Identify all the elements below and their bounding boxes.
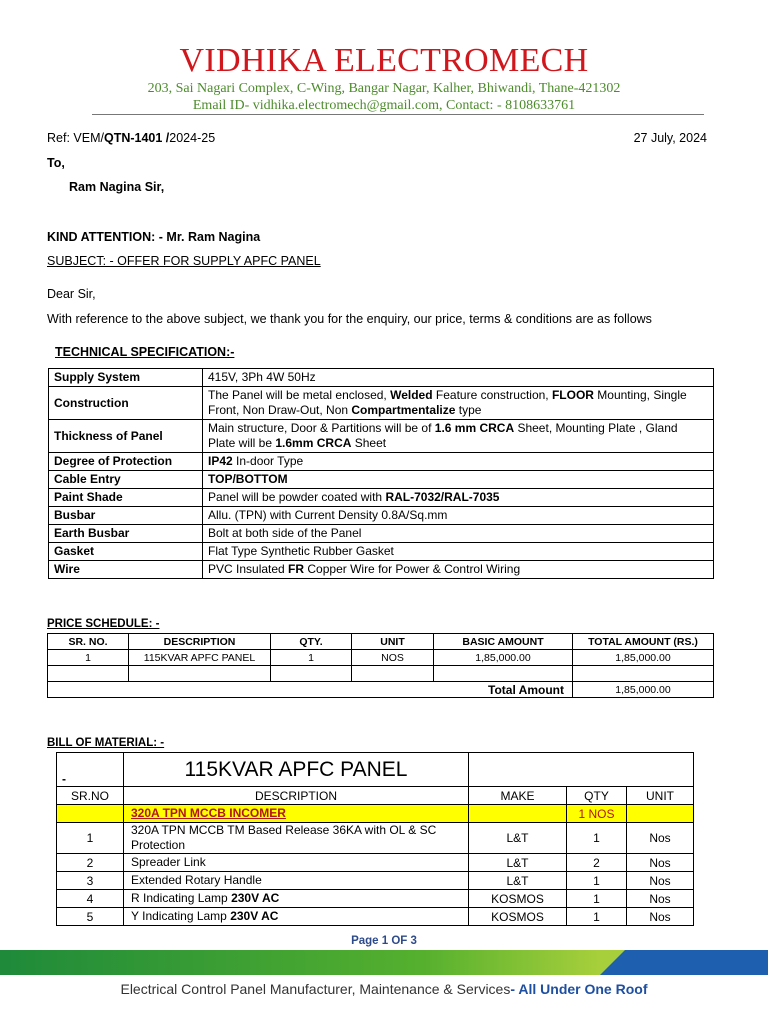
text-run: Panel will be powder coated with: [208, 490, 386, 504]
bom-row: [57, 854, 694, 872]
price-col-qty: QTY.: [271, 634, 352, 650]
spec-row: [49, 489, 714, 507]
bom-highlight-row: [57, 805, 694, 823]
spec-row: [49, 387, 714, 420]
spec-value: [203, 525, 714, 543]
text-run: 230V AC: [231, 891, 280, 905]
bom-row: [57, 890, 694, 908]
text-run: Bolt at both side of the Panel: [208, 526, 362, 540]
bom-unit-cell: Nos: [627, 854, 694, 872]
spec-value: [203, 387, 714, 420]
spec-key: Earth Busbar: [49, 525, 203, 543]
empty-cell: [48, 666, 129, 682]
bom-desc-cell: [124, 872, 469, 890]
text-run: Extended Rotary Handle: [131, 873, 262, 887]
spec-value: [203, 561, 714, 579]
text-run: R Indicating Lamp: [131, 891, 232, 905]
spec-value: [203, 489, 714, 507]
price-cell: 1,85,000.00: [434, 650, 573, 666]
bom-title-row: [57, 753, 694, 787]
spec-key: Degree of Protection: [49, 453, 203, 471]
text-run: Welded: [390, 388, 433, 402]
bom-make-cell: L&T: [469, 823, 567, 854]
spec-row: [49, 420, 714, 453]
empty-cell: [573, 666, 714, 682]
bom-col-make: MAKE: [469, 787, 567, 805]
text-run: FLOOR: [551, 388, 594, 402]
text-run: Sheet, Mounting Plate , Gland Plate will be: [208, 421, 678, 450]
text-run: Flat Type Synthetic Rubber Gasket: [208, 544, 394, 558]
bom-heading: BILL OF MATERIAL: -: [47, 737, 165, 749]
text-run: Mounting, Single Front, Non Draw-Out, Non: [208, 388, 687, 417]
text-run: RAL-7032/RAL-7035: [385, 490, 500, 504]
bom-title-blank: [469, 753, 694, 787]
technical-spec-table: [48, 368, 714, 579]
company-address: 203, Sai Nagari Complex, C-Wing, Bangar Nagar, Kalher, Bhiwandi, Thane-421302: [147, 81, 621, 96]
price-col-total-amount: TOTAL AMOUNT (RS.): [573, 634, 714, 650]
spec-key: Gasket: [49, 543, 203, 561]
kind-attention: KIND ATTENTION: - Mr. Ram Nagina: [47, 230, 261, 244]
spec-value: [203, 543, 714, 561]
bom-sr-cell: 5: [57, 908, 124, 926]
salutation: Dear Sir,: [47, 287, 96, 301]
empty-cell: [469, 805, 567, 823]
bom-make-cell: L&T: [469, 854, 567, 872]
spec-value: [203, 420, 714, 453]
letter-date: 27 July, 2024: [633, 131, 707, 145]
empty-cell: [57, 805, 124, 823]
text-run: 1.6mm CRCA: [275, 436, 352, 450]
spec-row: [49, 453, 714, 471]
spec-key: Paint Shade: [49, 489, 203, 507]
price-row: [48, 650, 714, 666]
bom-unit-cell: Nos: [627, 890, 694, 908]
spec-row: [49, 561, 714, 579]
bom-sr-cell: 4: [57, 890, 124, 908]
empty-cell: [352, 666, 434, 682]
price-col-unit: UNIT: [352, 634, 434, 650]
spec-row: [49, 543, 714, 561]
text-run: Sheet: [351, 436, 387, 450]
price-cell: 1: [271, 650, 352, 666]
bom-qty-cell: 1: [567, 908, 627, 926]
price-cell: 1: [48, 650, 129, 666]
spec-value: [203, 507, 714, 525]
to-label: To,: [47, 156, 65, 170]
bill-of-material-table: [56, 752, 694, 926]
price-heading: PRICE SCHEDULE: -: [47, 618, 160, 630]
bom-make-cell: KOSMOS: [469, 890, 567, 908]
bom-col-qty: QTY: [567, 787, 627, 805]
intro-paragraph: With reference to the above subject, we thank you for the enquiry, our price, terms & conditions are as follows: [47, 312, 652, 326]
price-schedule-table: [47, 633, 714, 698]
spec-row: [49, 507, 714, 525]
empty-cell: [434, 666, 573, 682]
empty-cell: [627, 805, 694, 823]
text-run: The Panel will be metal enclosed,: [208, 388, 391, 402]
spec-row: [49, 525, 714, 543]
bom-row: [57, 908, 694, 926]
bom-col-description: DESCRIPTION: [124, 787, 469, 805]
bom-highlight-qty: 1 NOS: [567, 805, 627, 823]
price-cell: NOS: [352, 650, 434, 666]
page-number: Page 1 OF 3: [351, 935, 417, 947]
text-run: 415V, 3Ph 4W 50Hz: [208, 370, 316, 384]
subject-line: SUBJECT: - OFFER FOR SUPPLY APFC PANEL: [47, 254, 321, 268]
price-col-sr: SR. NO.: [48, 634, 129, 650]
text-run: 230V AC: [230, 909, 279, 923]
bom-desc-cell: [124, 908, 469, 926]
price-col-basic-amount: BASIC AMOUNT: [434, 634, 573, 650]
bom-corner-mark: -: [57, 753, 124, 787]
price-col-description: DESCRIPTION: [129, 634, 271, 650]
spec-key: Cable Entry: [49, 471, 203, 489]
text-run: 320A TPN MCCB TM Based Release 36KA with OL & SC Protection: [131, 823, 437, 852]
empty-cell: [271, 666, 352, 682]
footer-tagline: Electrical Control Panel Manufacturer, Maintenance & Services- All Under One Roof: [120, 981, 648, 997]
price-header-row: [48, 634, 714, 650]
text-run: Y Indicating Lamp: [131, 909, 231, 923]
bom-highlight-desc: 320A TPN MCCB INCOMER: [124, 805, 469, 823]
spec-key: Supply System: [49, 369, 203, 387]
text-run: Compartmentalize: [351, 403, 456, 417]
spec-value: [203, 471, 714, 489]
spec-row: [49, 471, 714, 489]
total-amount-value: 1,85,000.00: [573, 682, 714, 698]
text-run: Main structure, Door & Partitions will be of: [208, 421, 435, 435]
spec-key: Wire: [49, 561, 203, 579]
company-name: VIDHIKA ELECTROMECH: [179, 42, 589, 79]
spec-value: [203, 369, 714, 387]
spec-row: [49, 369, 714, 387]
spec-heading: TECHNICAL SPECIFICATION:-: [55, 345, 235, 359]
bom-row: [57, 872, 694, 890]
bom-unit-cell: Nos: [627, 908, 694, 926]
company-contact: Email ID- vidhika.electromech@gmail.com, Contact: - 8108633761: [192, 98, 576, 113]
bom-desc-cell: [124, 890, 469, 908]
bom-row: [57, 823, 694, 854]
spec-key: Construction: [49, 387, 203, 420]
text-run: Allu. (TPN) with Current Density 0.8A/Sq.mm: [208, 508, 448, 522]
bom-unit-cell: Nos: [627, 823, 694, 854]
text-run: Copper Wire for Power & Control Wiring: [304, 562, 521, 576]
bom-desc-cell: [124, 854, 469, 872]
recipient-name: Ram Nagina Sir,: [69, 180, 165, 194]
empty-cell: [129, 666, 271, 682]
text-run: Feature construction,: [432, 388, 552, 402]
text-run: FR: [288, 562, 305, 576]
text-run: In-door Type: [232, 454, 304, 468]
bom-make-cell: KOSMOS: [469, 908, 567, 926]
bom-sr-cell: 1: [57, 823, 124, 854]
total-amount-label: Total Amount: [48, 682, 573, 698]
footer-color-band: [0, 950, 768, 975]
text-run: PVC Insulated: [208, 562, 289, 576]
price-cell: 1,85,000.00: [573, 650, 714, 666]
bom-qty-cell: 2: [567, 854, 627, 872]
bom-sr-cell: 3: [57, 872, 124, 890]
text-run: type: [455, 403, 482, 417]
bom-panel-title: 115KVAR APFC PANEL: [124, 753, 469, 787]
text-run: TOP/BOTTOM: [208, 472, 288, 486]
bom-make-cell: L&T: [469, 872, 567, 890]
bom-desc-cell: [124, 823, 469, 854]
spec-key: Busbar: [49, 507, 203, 525]
bom-header-row: [57, 787, 694, 805]
spec-key: Thickness of Panel: [49, 420, 203, 453]
price-cell: 115KVAR APFC PANEL: [129, 650, 271, 666]
bom-col-unit: UNIT: [627, 787, 694, 805]
bom-qty-cell: 1: [567, 890, 627, 908]
bom-sr-cell: 2: [57, 854, 124, 872]
bom-qty-cell: 1: [567, 872, 627, 890]
bom-qty-cell: 1: [567, 823, 627, 854]
text-run: Spreader Link: [131, 855, 206, 869]
text-run: 1.6 mm CRCA: [434, 421, 515, 435]
header-divider: [92, 114, 704, 115]
reference-number: Ref: VEM/QTN-1401 /2024-25: [47, 131, 216, 145]
spec-value: [203, 453, 714, 471]
bom-col-sr: SR.NO: [57, 787, 124, 805]
bom-unit-cell: Nos: [627, 872, 694, 890]
text-run: IP42: [208, 454, 233, 468]
price-empty-row: [48, 666, 714, 682]
price-total-row: [48, 682, 714, 698]
